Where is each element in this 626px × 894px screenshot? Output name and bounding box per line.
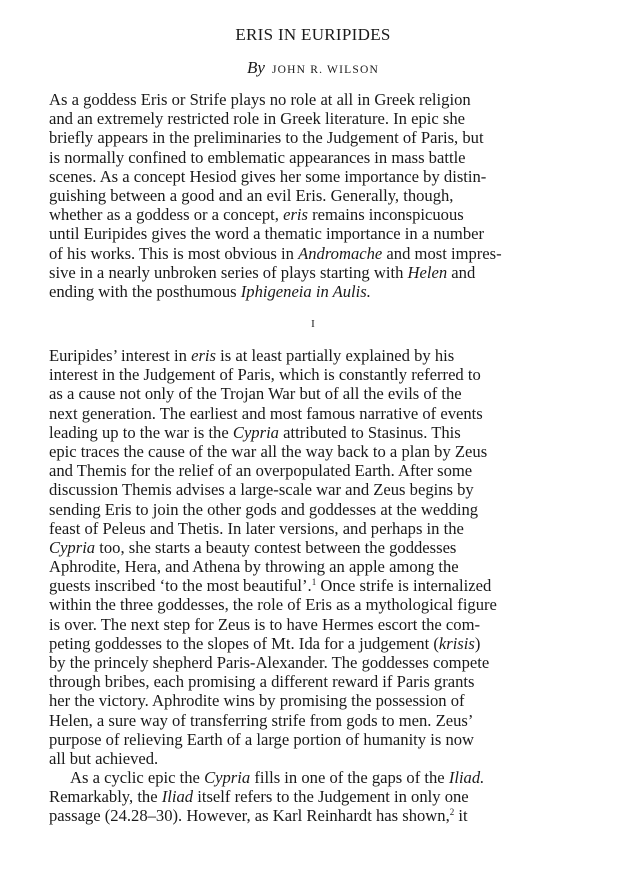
text-span: briefly appears in the preliminaries to the Judgement of Paris, but — [49, 128, 484, 148]
text-span: attributed to Stasinus. This — [278, 422, 461, 442]
text-span: Remarkably, the — [49, 787, 162, 807]
text-line — [49, 365, 569, 384]
text-span: Euripides’ interest in — [49, 346, 192, 365]
italic-text: Cypria — [232, 422, 279, 442]
text-span: leading up to the war is the — [49, 422, 233, 442]
text-line — [49, 244, 569, 263]
text-line — [49, 634, 569, 653]
italic-text: Helen — [407, 262, 448, 282]
text-span: by the princely shepherd Paris-Alexander. The goddesses compete — [49, 653, 490, 672]
text-line — [49, 595, 569, 614]
text-line — [49, 186, 569, 205]
italic-text: Iliad — [161, 787, 194, 807]
text-span: peting goddesses to the slopes of Mt. Ida for a judgement ( — [49, 633, 439, 653]
section-1-paragraph-1 — [49, 346, 569, 768]
text-span: guests inscribed ‘to the most beautiful’. — [49, 576, 312, 596]
text-span: is at least partially explained by his — [215, 346, 455, 365]
text-line — [49, 787, 569, 806]
footnote-ref: 2 — [449, 807, 455, 818]
text-line — [49, 730, 569, 749]
text-span: and most impres- — [382, 243, 502, 263]
italic-text: eris — [283, 205, 308, 225]
byline-prefix: By — [247, 58, 265, 77]
text-line — [49, 205, 569, 224]
text-line — [49, 557, 569, 576]
text-span: too, she starts a beauty contest between the goddesses — [95, 537, 457, 557]
footnote-ref: 1 — [311, 577, 317, 588]
text-line — [49, 480, 569, 499]
text-span: As a goddess Eris or Strife plays no role at all in Greek religion — [49, 90, 471, 109]
text-span: sending Eris to join the other gods and goddesses at the wedding — [49, 499, 479, 519]
text-line — [49, 806, 569, 825]
italic-text: Iphigeneia in Aulis. — [240, 281, 371, 301]
text-span: purpose of relieving Earth of a large portion of humanity is now — [49, 729, 475, 749]
text-line — [49, 691, 569, 710]
text-line — [49, 576, 569, 595]
text-span: itself refers to the Judgement in only one — [193, 787, 469, 807]
text-span: through bribes, each promising a different reward if Paris grants — [49, 672, 475, 692]
text-span: within the three goddesses, the role of Eris as a mythological figure — [49, 595, 497, 615]
text-line — [49, 442, 569, 461]
text-line — [49, 128, 569, 147]
article-title: ERIS IN EURIPIDES — [235, 25, 391, 44]
text-span: discussion Themis advises a large-scale war and Zeus begins by — [49, 480, 474, 500]
italic-text: eris — [191, 346, 216, 365]
text-span: and an extremely restricted role in Greek literature. In epic she — [49, 109, 466, 129]
text-span: remains inconspicuous — [307, 205, 464, 225]
text-line — [49, 711, 569, 730]
text-span: passage (24.28–30). However, as Karl Reinhardt has shown, — [49, 806, 450, 826]
text-span: Helen, a sure way of transferring strife from gods to men. Zeus’ — [49, 710, 474, 730]
text-span: her the victory. Aphrodite wins by promising the possession of — [49, 691, 465, 711]
italic-text: Andromache — [298, 243, 383, 263]
text-span: whether as a goddess or a concept, — [49, 205, 284, 225]
text-span: scenes. As a concept Hesiod gives her some importance by distin- — [49, 166, 487, 186]
text-span: next generation. The earliest and most famous narrative of events — [49, 403, 483, 423]
text-line — [49, 346, 569, 365]
text-line — [49, 519, 569, 538]
text-span: and Themis for the relief of an overpopulated Earth. After some — [49, 461, 473, 481]
text-span: as a cause not only of the Trojan War but of all the evils of the — [49, 384, 462, 404]
text-line — [49, 653, 569, 672]
text-line — [49, 500, 569, 519]
text-line — [49, 672, 569, 691]
text-span: Once strife is internalized — [316, 576, 492, 596]
italic-text: Iliad. — [448, 768, 485, 787]
text-span: ending with the posthumous — [49, 281, 241, 301]
text-line — [49, 384, 569, 403]
intro-paragraph — [49, 90, 569, 301]
text-span: is normally confined to emblematic appearances in mass battle — [49, 147, 466, 167]
text-span: and — [447, 262, 476, 282]
text-span: ) — [474, 633, 481, 653]
text-span: sive in a nearly unbroken series of plays starting with — [49, 262, 408, 282]
text-line — [49, 224, 569, 243]
text-line — [49, 461, 569, 480]
text-span: guishing between a good and an evil Eris. Generally, though, — [49, 185, 454, 205]
text-span: of his works. This is most obvious in — [49, 243, 299, 263]
text-line — [49, 167, 569, 186]
italic-text: Cypria — [49, 537, 96, 557]
text-line — [49, 749, 569, 768]
author-name: JOHN R. WILSON — [271, 64, 379, 76]
byline — [0, 58, 626, 78]
italic-text: krisis — [438, 633, 475, 653]
text-span: Aphrodite, Hera, and Athena by throwing an apple among the — [49, 557, 459, 577]
text-line — [49, 615, 569, 634]
text-span: it — [454, 806, 468, 826]
italic-text: Cypria — [204, 768, 251, 787]
text-span: epic traces the cause of the war all the way back to a plan by Zeus — [49, 441, 488, 461]
text-span: fills in one of the gaps of the — [250, 768, 449, 787]
text-line — [49, 263, 569, 282]
section-1-paragraph-2 — [49, 768, 569, 826]
text-line — [49, 768, 569, 787]
text-line — [49, 404, 569, 423]
text-span: until Euripides gives the word a thematic importance in a number — [49, 224, 485, 244]
text-span: all but achieved. — [49, 748, 159, 768]
text-span: interest in the Judgement of Paris, which is constantly referred to — [49, 365, 481, 385]
text-line — [49, 90, 569, 109]
text-line — [49, 423, 569, 442]
text-line — [49, 148, 569, 167]
text-line — [49, 282, 569, 301]
text-span: feast of Peleus and Thetis. In later versions, and perhaps in the — [49, 518, 464, 538]
text-line — [49, 538, 569, 557]
text-span: As a cyclic epic the — [70, 768, 205, 787]
text-line — [49, 109, 569, 128]
text-span: is over. The next step for Zeus is to have Hermes escort the com- — [49, 614, 481, 634]
section-number: I — [311, 318, 315, 330]
